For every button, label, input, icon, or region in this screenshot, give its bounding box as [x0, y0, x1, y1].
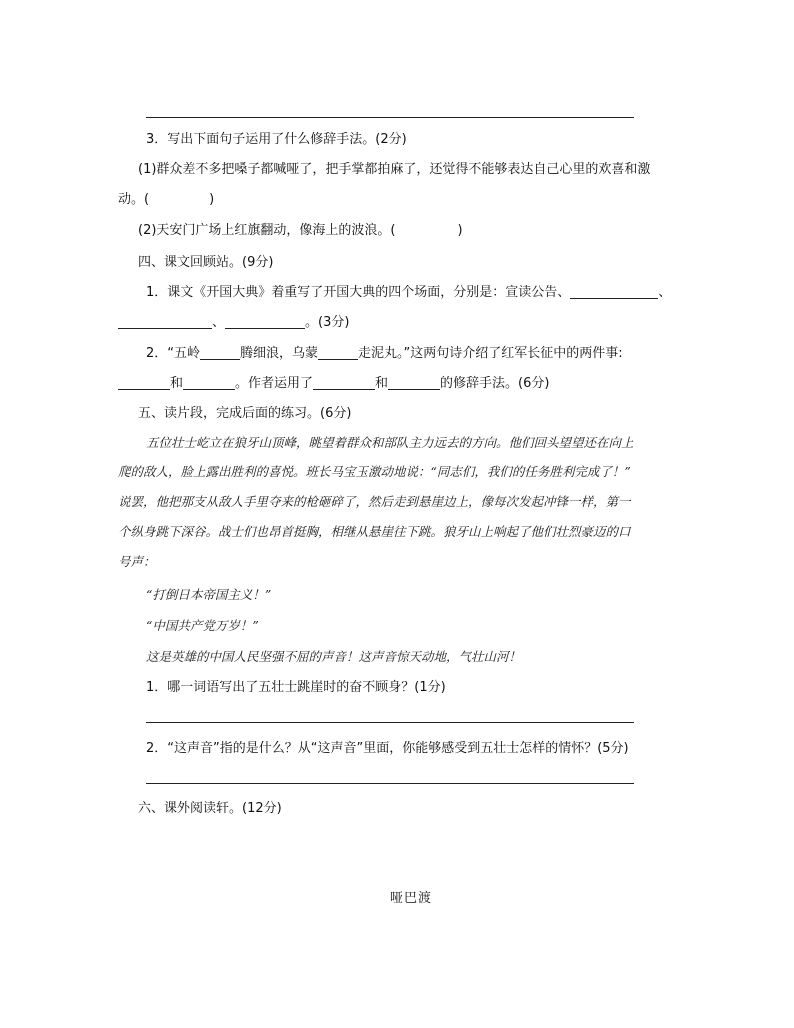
section-5-heading: 五、读片段，完成后面的练习。(6分) [138, 406, 352, 421]
sec4-q1-text: 1．课文《开国大典》着重写了开国大典的四个场面，分别是：宣读公告、 [146, 285, 571, 300]
sec4-q1-blank-1[interactable] [570, 284, 658, 299]
passage-line-3: 说罢，他把那支从敌人手里夺来的枪砸碎了，然后走到悬崖边上，像每次发起冲锋一样，第一 [118, 494, 631, 509]
sec4-q2-line1 [146, 345, 623, 363]
q3-s2-text: (2)天安门广场上红旗翻动，像海上的波浪。( [138, 223, 396, 238]
slogan-1: “打倒日本帝国主义！” [146, 587, 272, 602]
story-title: 哑巴渡 [390, 891, 433, 906]
sec5-q2-answer-line[interactable] [146, 783, 634, 784]
sec4-q2-a: 2．“五岭 [146, 346, 201, 361]
answer-line [146, 117, 634, 118]
sec4-q1-line1 [146, 284, 671, 302]
sec4-q1-sep: 、 [658, 285, 672, 300]
sec5-q1: 1．哪一词语写出了五壮士跳崖时的奋不顾身？(1分) [146, 680, 446, 695]
q3-s1-close: ) [209, 192, 215, 207]
sec4-q2-blank-5[interactable] [313, 375, 375, 390]
sec5-q1-answer-line[interactable] [146, 722, 634, 723]
passage-line-4: 个纵身跳下深谷。战士们也昂首挺胸，相继从悬崖往下跳。狼牙山上响起了他们壮烈豪迈的口 [118, 524, 631, 539]
sec4-q1-line2 [118, 314, 349, 332]
passage-conclusion: 这是英雄的中国人民坚强不屈的声音！这声音惊天动地，气壮山河！ [146, 649, 522, 664]
passage-line-2: 爬的敌人，脸上露出胜利的喜悦。班长马宝玉激动地说：“同志们，我们的任务胜利完成了！” [118, 464, 631, 479]
sec4-q2-blank-6[interactable] [388, 375, 440, 390]
sec4-q2-b: 腾细浪，乌蒙 [240, 346, 319, 361]
passage-line-1: 五位壮士屹立在狼牙山顶峰，眺望着群众和部队主力远去的方向。他们回头望望还在向上 [146, 435, 634, 450]
q3-sentence-1-cont [118, 191, 214, 209]
sec4-q1-blank-2[interactable] [118, 314, 212, 329]
section-6-heading: 六、课外阅读轩。(12分) [138, 801, 282, 816]
sec4-q2-blank-4[interactable] [183, 375, 235, 390]
sec4-q1-blank-3[interactable] [225, 314, 305, 329]
q3-s2-close: ) [457, 223, 463, 238]
sec4-q1-end: 。(3分) [305, 315, 350, 330]
sec4-q2-blank-2[interactable] [318, 345, 358, 360]
section-4-heading: 四、课文回顾站。(9分) [138, 255, 274, 270]
q3-s1-open: 动。( [118, 192, 150, 207]
sec4-q2-c: 走泥丸。”这两句诗介绍了红军长征中的两件事: [358, 346, 623, 361]
sec4-q2-line2 [118, 375, 549, 393]
sec4-q2-d: 和 [170, 376, 184, 391]
passage-line-5: 号声： [118, 554, 156, 569]
slogan-2: “中国共产党万岁！” [146, 618, 259, 633]
sec5-q2: 2．“这声音”指的是什么？从“这声音”里面，你能够感受到五壮士怎样的情怀？(5分) [146, 741, 629, 756]
q3-title: 3．写出下面句子运用了什么修辞手法。(2分) [146, 132, 407, 147]
sec4-q2-blank-1[interactable] [200, 345, 240, 360]
sec4-q1-sep2: 、 [212, 315, 226, 330]
q3-sentence-1: (1)群众差不多把嗓子都喊哑了，把手掌都拍麻了，还觉得不能够表达自己心里的欢喜和激 [138, 162, 651, 177]
sec4-q2-blank-3[interactable] [118, 375, 170, 390]
sec4-q2-e: 。作者运用了 [235, 376, 314, 391]
sec4-q2-g: 的修辞手法。(6分) [440, 376, 550, 391]
sec4-q2-f: 和 [375, 376, 389, 391]
q3-sentence-2 [138, 222, 463, 240]
